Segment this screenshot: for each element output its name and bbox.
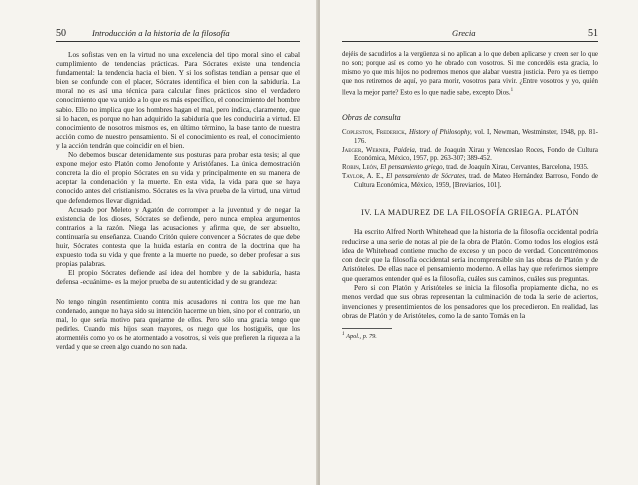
chapter-heading: IV. LA MADUREZ DE LA FILOSOFÍA GRIEGA. PLATÓN [361, 208, 579, 218]
paragraph: Acusado por Meleto y Agatón de corromper a la juventud y de negar la existencia de los dioses, Sócrates se defiende, pero nunca emplea argumentos contrarios a la razón. Niega las acusaciones y afirma que, de ser absuelto, continuaría su enseñanza. Cuando Critón quiere convencer a Sócrates de que debe huir, Sócrates contesta que la huida estaría en contra de la doctrina que ha expuesto toda su vida y que frente a la muerte no puede, so deber profesar a sus propias palabras. [56, 204, 300, 269]
right-page [320, 0, 638, 485]
paragraph: No debemos buscar detenidamente sus posturas para probar esta tesis; al que expone mejor esto Platón como Jenofonte y Aristófanes. La única demostración concreta la dio el propio Sócrates en su vida y principalmente en su manera de aceptar la condenación y la muerte. En esta vida, la vida para que se haya conocido antes del cristianismo. Sócrates es la viva prueba de la virtud, una virtud que defendemos llevar dignidad. [56, 150, 300, 205]
paragraph: Pero si con Platón y Aristóteles se inicia la filosofía propiamente dicha, no es menos verdad que sus obras representan la culminación de toda la serie de aciertos, invenciones y presentimientos de los pensadores que los precedieron. En realidad, las obras de Platón y de Aristóteles, como la de santo Tomás en la [342, 283, 598, 320]
block-quote-continuation [342, 50, 598, 97]
bibliography-list [342, 129, 598, 190]
paragraph: Los sofistas ven en la virtud no una excelencia del tipo moral sino el cabal cumplimiento de tendencias prácticas. Para Sócrates existe una tendencia fundamental: la tendencia hacia el bien. Y si los sofistas tendían a pensar que el bien se confunde con el placer, Sócrates identifica el bien con la sabiduría. La moral no es así una técnica para calcular fines prácticos sino el verdadero conocimiento que va unido a lo que es más específico, el conocimiento del hombre sabio. Ello no implica que los hombres hagan el mal, pero indica, claramente, que si lo hacen, es porque no han adquirido la sabiduría que les conduciría a virtud. El conocimiento de nosotros mismos es, en último término, la base tanto de nuestra acción como de nuestro pensamiento. Si el conocimiento es real, el conocimiento y la acción tendrán que coincidir en el bien. [56, 50, 300, 150]
footnote-number: 1 [342, 331, 345, 338]
paragraph: El propio Sócrates defiende así idea del hombre y de la sabiduría, hasta defensa -ecuánime- es la mejor prueba de su autenticidad y de su grandeza: [56, 268, 300, 287]
running-head-left: Introducción a la historia de la filosofía [92, 28, 230, 38]
right-page-header [342, 28, 598, 42]
left-page-body [56, 50, 300, 352]
biblio-details: vol. I, Newman, Westminster, 1948, pp. 81-176. [354, 129, 598, 145]
bibliography-title: Obras de consulta [342, 113, 401, 123]
left-page [0, 0, 318, 485]
footnote-marker: 1 [510, 88, 514, 93]
quote-continuation-text: dejéis de sacudirlos a la vergüenza si no aplican a lo que deben aplicarse y creen ser lo que no son; porque así es como yo he obrado con vosotros. Si me concedéis esta gracia, lo mismo yo que mis hijos no podremos menos que alabar vuestra justicia. Pero ya es tiempo que nos retiremos de aquí, yo para morir, vosotros para vivir. ¿Entre vosotros y yo, quién lleva la mejor parte? Esto es lo que nadie sabe, excepto Dios. [342, 51, 598, 97]
biblio-details: trad. de Joaquín Xirau y Wenceslao Roces, Fondo de Cultura Económica, México, 1957, pp. 263-307; 389-452. [354, 146, 598, 163]
biblio-details: trad. de Joaquín Xirau, Cervantes, Barcelona, 1935. [446, 164, 589, 172]
bibliography-entry [342, 164, 598, 173]
footnote-text: Apol., p. 79. [346, 333, 377, 341]
biblio-work: Paideia, [393, 146, 417, 154]
biblio-work: El pensamiento de Sócrates, [386, 172, 467, 180]
block-quote: No tengo ningún resentimiento contra mis acusadores ni contra los que me han condenado, aunque no haya sido su intención hacerme un bien, sino por el contrario, un mal, lo que sería motivo para quejarme de ellos. Pero sólo una gracia tengo que pedirles. Cuando mis hijos sean mayores, os ruego que los hostiguéis, que los atormentéis como yo os he atormentado a vosotros, si veis que prefieren la riqueza a la verdad y que se creen algo cuando no son nada. [56, 299, 300, 352]
biblio-author: Robin, León, [342, 164, 379, 172]
biblio-work: History of Philosophy, [408, 129, 472, 137]
paragraph: Ha escrito Alfred North Whitehead que la historia de la filosofía occidental podría reducirse a una serie de notas al pie de la obra de Platón. Como todos los elogios está idea de Whitehead contiene mucho de exceso y un poco de verdad. Concentrémonos con decir que la filosofía occidental sería incomprensible sin las obras de Platón y de Aristóteles. De ellas nace el pensamiento moderno. A ellas hay que referirnos siempre que queramos entender qué es la filosofía, cuáles sus caminos, cuáles sus preguntas. [342, 227, 598, 283]
bibliography-entry [342, 173, 598, 190]
footnote [342, 328, 392, 340]
biblio-author: Jaeger, Werner, [342, 146, 391, 154]
bibliography-entry [342, 129, 598, 146]
biblio-author: Copleston, Frederick, [342, 129, 407, 137]
running-head-right: Grecia [452, 28, 476, 38]
bibliography-entry [342, 147, 598, 164]
left-page-header [56, 28, 300, 42]
page-number-left: 50 [56, 28, 66, 39]
page-number-right: 51 [588, 28, 598, 39]
biblio-author: Taylor, A. E., [342, 172, 384, 180]
biblio-work: El pensamiento griego, [380, 164, 445, 172]
biblio-details: trad. de Mateo Hernández Barroso, Fondo de Cultura Económica, México, 1959, [Breviarios, 101]. [354, 172, 598, 189]
right-page-body [342, 227, 598, 320]
